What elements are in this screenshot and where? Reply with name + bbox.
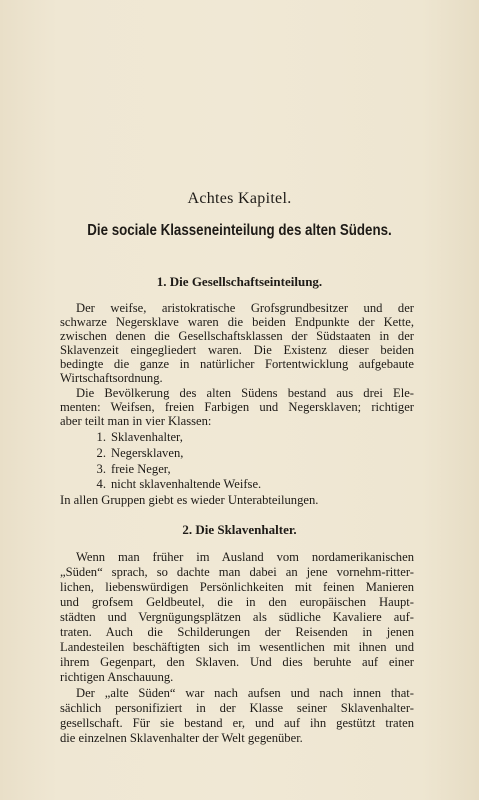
list-number: 3. (96, 462, 106, 476)
paragraph-line: ihrem Gegenpart, den Sklaven. Und dies beruhte auf einer (60, 655, 414, 669)
chapter-label: Achtes Kapitel. (187, 190, 292, 207)
paragraph-line: Landesteilen beschäftigten sich im wesentlichen mit ihnen und (60, 640, 414, 654)
paragraph-line: Sklavenzeit eingegliedert waren. Die Existenz dieser beiden (60, 343, 414, 357)
section-heading-1: 1. Die Gesellschaftseinteilung. (156, 274, 323, 289)
list-text: Negersklaven, (111, 446, 184, 460)
paragraph-line: die einzelnen Sklavenhalter der Welt gegenüber. (60, 731, 303, 745)
list-number: 1. (96, 430, 106, 444)
paragraph-line: städten und Vergnügungsplätzen als südliche Kavaliere auf- (60, 610, 414, 624)
paragraph-line: aber teilt man in vier Klassen: (60, 414, 212, 428)
paragraph-line: Wirtschaftsordnung. (60, 371, 163, 385)
chapter-title: Die sociale Klasseneinteilung des alten Südens. (87, 222, 392, 239)
list-item (92, 430, 183, 444)
paragraph-line: In allen Gruppen giebt es wieder Unterabteilungen. (60, 493, 319, 507)
paragraph-line: Wenn man früher im Ausland vom nordamerikanischen (76, 550, 414, 564)
list-text: Sklavenhalter, (111, 430, 183, 444)
paragraph-line: zwischen denen die Gesellschaftsklassen der Südstaaten in der (60, 329, 414, 343)
paragraph-line: und grofsem Geldbeutel, die in den europäischen Haupt- (60, 595, 414, 609)
paragraph-line: menten: Weifsen, freien Farbigen und Negersklaven; richtiger (60, 400, 414, 414)
paragraph-line: Der „alte Süden“ war nach aufsen und nach innen that- (76, 686, 414, 700)
paragraph-line: schwarze Negersklave waren die beiden Endpunkte der Kette, (60, 315, 414, 329)
list-text: freie Neger, (111, 462, 171, 476)
paragraph-line: richtigen Anschauung. (60, 670, 174, 684)
paragraph-line: Der weifse, aristokratische Grofsgrundbesitzer und der (76, 301, 414, 315)
section-heading-2: 2. Die Sklavenhalter. (182, 522, 297, 537)
list-text: nicht sklavenhaltende Weifse. (111, 477, 262, 491)
list-item (92, 446, 183, 460)
paragraph-line: gesellschaft. Für sie bestand er, und auf ihn gestützt traten (60, 716, 414, 730)
paragraph-line: Die Bevölkerung des alten Südens bestand aus drei Ele- (76, 386, 414, 400)
list-item (92, 462, 171, 476)
paragraph-line: „Süden“ sprach, so dachte man dabei an jene vornehm-ritter- (60, 565, 414, 579)
paragraph-line: traten. Auch die Schilderungen der Reisenden in jenen (60, 625, 414, 639)
paragraph-line: lichen, liebenswürdigen Persönlichkeiten mit feinen Manieren (60, 580, 414, 594)
paragraph-line: sächlich personifiziert in der Klasse seiner Sklavenhalter- (60, 701, 414, 715)
list-number: 2. (96, 446, 106, 460)
list-number: 4. (96, 477, 106, 491)
list-item (92, 477, 261, 491)
paragraph-line: bedingte die ganze in natürlicher Fortentwicklung aufgebaute (60, 357, 414, 371)
